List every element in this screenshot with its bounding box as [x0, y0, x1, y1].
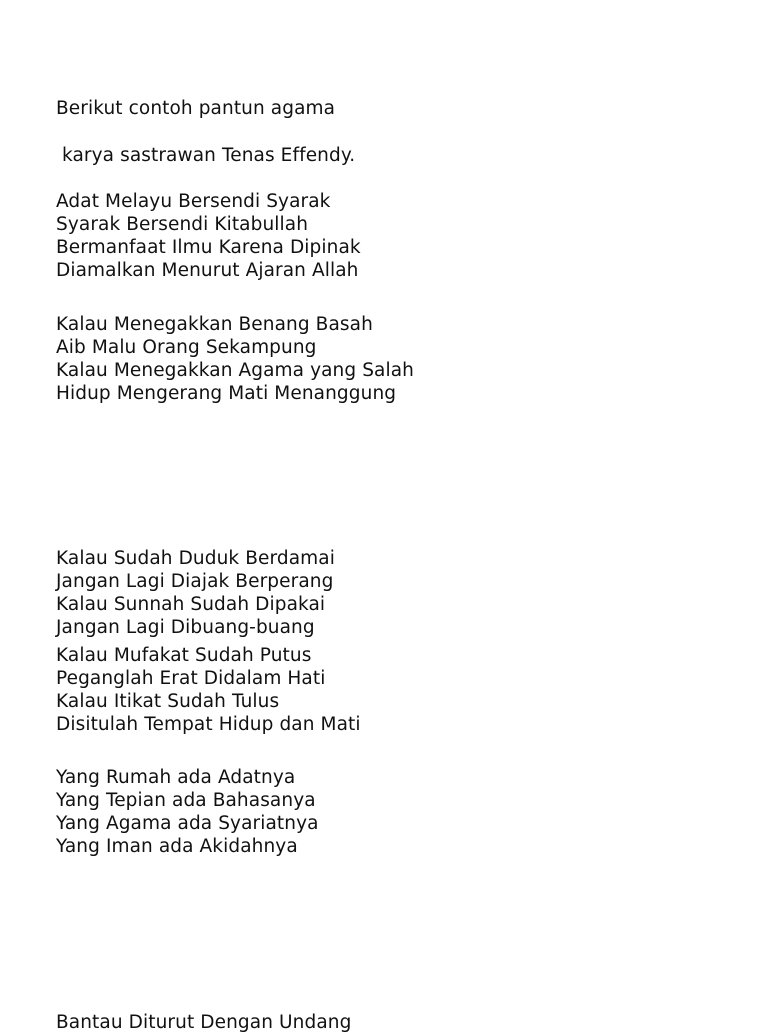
verse-line: Peganglah Erat Didalam Hati: [56, 668, 326, 690]
verse-line: Bantau Diturut Dengan Undang: [56, 1012, 352, 1033]
pantun-stanza-6: [56, 1011, 351, 1034]
pantun-stanza-1: [56, 190, 361, 282]
verse-line: Bermanfaat Ilmu Karena Dipinak: [56, 237, 361, 259]
verse-line: Syarak Bersendi Kitabullah: [56, 214, 309, 236]
verse-line: Adat Melayu Bersendi Syarak: [56, 191, 331, 212]
intro-line-1: Berikut contoh pantun agama: [56, 98, 336, 119]
pantun-stanza-4: [56, 644, 361, 736]
verse-line: Kalau Sunnah Sudah Dipakai: [56, 594, 326, 616]
verse-line: Yang Rumah ada Adatnya: [56, 767, 296, 788]
verse-line: Jangan Lagi Diajak Berperang: [56, 571, 334, 593]
verse-line: Yang Iman ada Akidahnya: [56, 836, 298, 858]
verse-line: Jangan Lagi Dibuang-buang: [56, 617, 315, 639]
verse-line: Kalau Mufakat Sudah Putus: [56, 645, 312, 666]
pantun-stanza-3: [56, 547, 335, 639]
pantun-stanza-2: [56, 313, 414, 405]
verse-line: Kalau Menegakkan Benang Basah: [56, 314, 373, 335]
verse-line: Disitulah Tempat Hidup dan Mati: [56, 714, 361, 736]
verse-line: Diamalkan Menurut Ajaran Allah: [56, 260, 359, 282]
verse-line: Kalau Sudah Duduk Berdamai: [56, 548, 335, 569]
verse-line: Yang Tepian ada Bahasanya: [56, 790, 316, 812]
verse-line: Yang Agama ada Syariatnya: [56, 813, 319, 835]
verse-line: Kalau Itikat Sudah Tulus: [56, 691, 280, 713]
verse-line: Kalau Menegakkan Agama yang Salah: [56, 360, 414, 382]
verse-line: Aib Malu Orang Sekampung: [56, 337, 317, 359]
intro-line-2: karya sastrawan Tenas Effendy.: [56, 145, 356, 166]
verse-line: Hidup Mengerang Mati Menanggung: [56, 383, 397, 405]
pantun-stanza-5: [56, 766, 319, 858]
